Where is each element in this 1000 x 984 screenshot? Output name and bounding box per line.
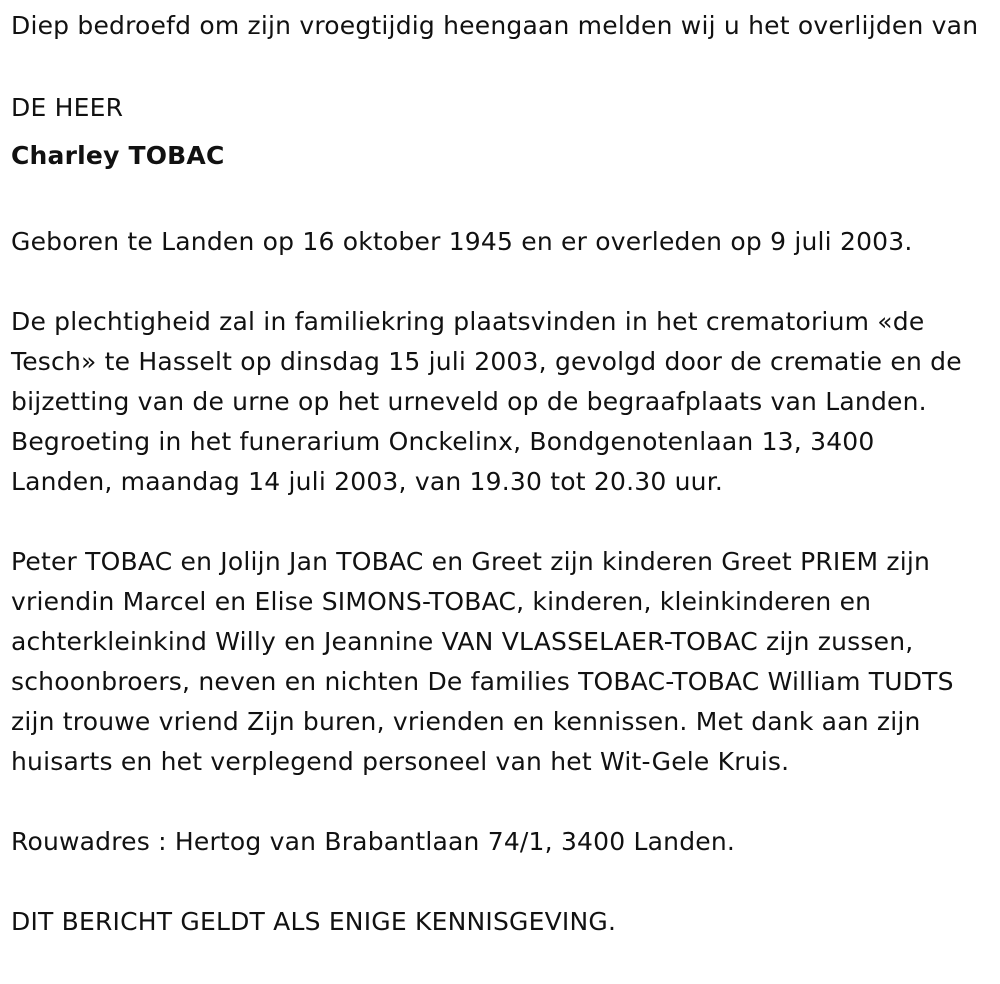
intro-text: Diep bedroefd om zijn vroegtijdig heengaan melden wij u het overlijden van [11,11,979,40]
spacer [11,862,981,902]
death-notice [11,6,981,942]
spacer [11,46,981,86]
spacer [11,262,981,302]
ceremony-text: De plechtigheid zal in familiekring plaatsvinden in het crematorium «de Tesch» te Hasselt op dinsdag 15 juli 2003, gevolgd door de crematie en de bijzetting van de urne op het urneveld op de begraafplaats van Landen. Begroeting in het funerarium Onckelinx, Bondgenotenlaan 13, 3400 Landen, maandag 14 juli 2003, van 19.30 tot 20.30 uur. [11,307,962,496]
deceased-name: Charley TOBAC [11,141,225,170]
spacer [11,502,981,542]
birth-death-text: Geboren te Landen op 16 oktober 1945 en er overleden op 9 juli 2003. [11,227,913,256]
family-text: Peter TOBAC en Jolijn Jan TOBAC en Greet zijn kinderen Greet PRIEM zijn vriendin Marcel en Elise SIMONS-TOBAC, kinderen, kleinkinderen en achterkleinkind Willy en Jeannine VAN VLASSELAER-TOBAC zijn zussen, schoonbroers, neven en nichten De families TOBAC-TOBAC William TUDTS zijn trouwe vriend Zijn buren, vrienden en kennissen. Met dank aan zijn huisarts en het verplegend personeel van het Wit-Gele Kruis. [11,547,954,776]
mourning-address: Rouwadres : Hertog van Brabantlaan 74/1, 3400 Landen. [11,827,736,856]
closing-statement: DIT BERICHT GELDT ALS ENIGE KENNISGEVING. [11,907,617,936]
honorific-title: DE HEER [11,93,124,122]
spacer [11,782,981,822]
spacer [11,182,981,222]
